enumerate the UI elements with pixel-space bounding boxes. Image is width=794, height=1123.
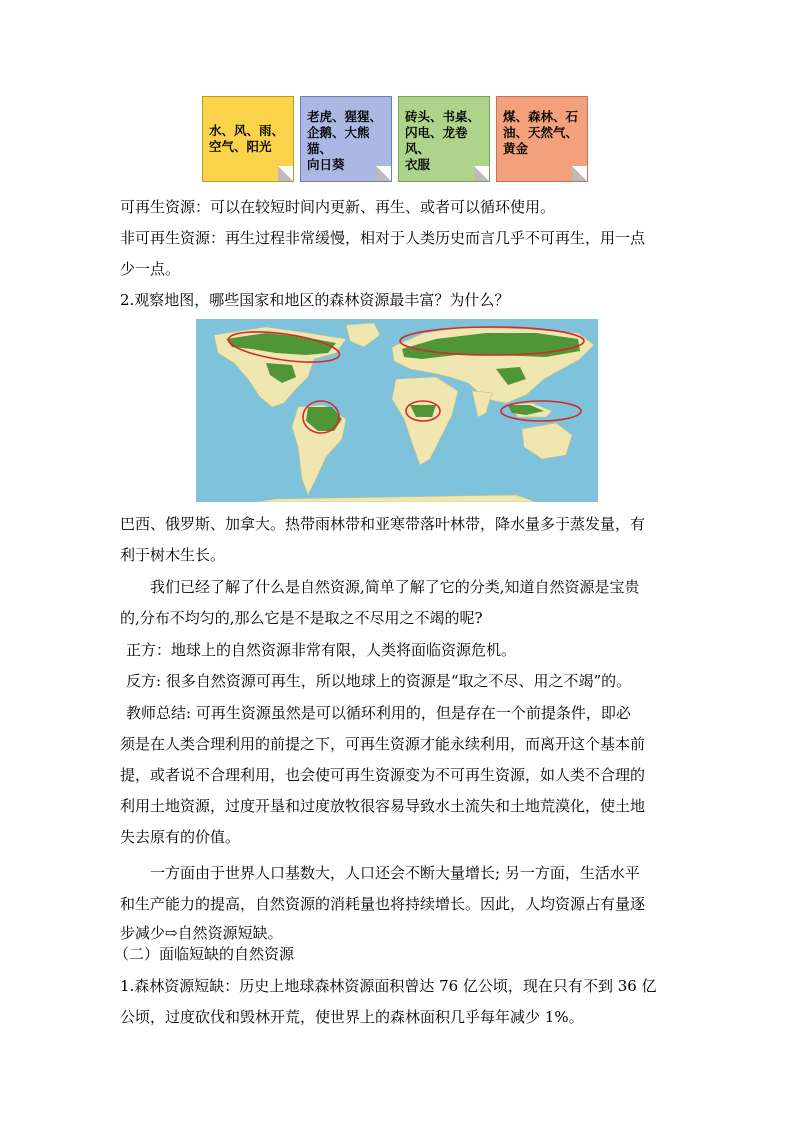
card-line: 向日葵 xyxy=(307,157,345,172)
teacher-summary-line-3: 提，或者说不合理利用，也会使可再生资源变为不可再生资源，如人类不合理的 xyxy=(120,766,646,784)
paragraph-2-line-3: 步减少⇨自然资源短缺。 xyxy=(120,924,283,942)
card-objects-phenomena xyxy=(398,96,490,182)
teacher-summary-line-1: 教师总结: 可再生资源虽然是可以循环利用的，但是存在一个前提条件，即必 xyxy=(126,704,631,722)
forest-shortage-line-2: 公顷，过度砍伐和毁林开荒，使世界上的森林面积几乎每年减少 1%。 xyxy=(120,1008,584,1026)
card-line: 黄金 xyxy=(503,141,529,156)
card-line: 闪电、龙卷风、 xyxy=(405,125,468,156)
card-line: 油、天然气、 xyxy=(503,125,579,140)
card-line: 衣服 xyxy=(405,157,431,172)
card-line: 水、风、雨、 xyxy=(209,123,285,138)
card-line: 煤、森林、石 xyxy=(503,109,579,124)
world-map-image xyxy=(196,319,598,502)
card-nonrenewable xyxy=(496,96,588,182)
folded-corner-icon xyxy=(572,166,588,182)
teacher-summary-line-4: 利用土地资源，过度开垦和过度放牧很容易导致水土流失和土地荒漠化，使土地 xyxy=(120,797,646,815)
card-line: 砖头、书桌、 xyxy=(405,109,481,124)
teacher-summary-line-2: 须是在人类合理利用的前提之下，可再生资源才能永续利用，而离开这个基本前 xyxy=(120,735,646,753)
folded-corner-icon xyxy=(376,166,392,182)
con-argument: 反方: 很多自然资源可再生，所以地球上的资源是“取之不尽、用之不竭”的。 xyxy=(126,672,632,690)
paragraph-1-line-1: 我们已经了解了什么是自然资源,简单了解了它的分类,知道自然资源是宝贵 xyxy=(150,578,640,596)
answer-line-1: 巴西、俄罗斯、加拿大。热带雨林带和亚寒带落叶林带，降水量多于蒸发量，有 xyxy=(120,515,646,533)
paragraph-1-line-2: 的,分布不均匀的,那么它是不是取之不尽用之不竭的呢? xyxy=(120,609,483,627)
card-line: 老虎、猩猩、 xyxy=(307,109,383,124)
teacher-summary-line-5: 失去原有的价值。 xyxy=(120,828,241,846)
nonrenewable-definition-line-1: 非可再生资源：再生过程非常缓慢，相对于人类历史而言几乎不可再生，用一点 xyxy=(120,229,646,247)
folded-corner-icon xyxy=(474,166,490,182)
nonrenewable-definition-line-2: 少一点。 xyxy=(120,260,181,278)
card-line: 空气、阳光 xyxy=(209,139,272,154)
card-line: 企鹅、大熊猫、 xyxy=(307,125,370,156)
folded-corner-icon xyxy=(278,166,294,182)
renewable-definition: 可再生资源：可以在较短时间内更新、再生、或者可以循环使用。 xyxy=(120,198,556,216)
card-living-things xyxy=(300,96,392,182)
section-heading: （二）面临短缺的自然资源 xyxy=(114,945,295,963)
world-forest-map xyxy=(196,319,598,502)
answer-line-2: 利于树木生长。 xyxy=(120,546,226,564)
forest-shortage-line-1: 1.森林资源短缺：历史上地球森林资源面积曾达 76 亿公顷，现在只有不到 36 亿 xyxy=(120,977,657,995)
card-renewable-natural xyxy=(202,96,294,182)
question-2: 2.观察地图，哪些国家和地区的森林资源最丰富？为什么？ xyxy=(120,291,510,309)
paragraph-2-line-1: 一方面由于世界人口基数大，人口还会不断大量增长; 另一方面，生活水平 xyxy=(150,864,640,882)
paragraph-2-line-2: 和生产能力的提高，自然资源的消耗量也将持续增长。因此，人均资源占有量逐 xyxy=(120,895,646,913)
pro-argument: 正方：地球上的自然资源非常有限，人类将面临资源危机。 xyxy=(126,641,517,659)
resource-cards xyxy=(202,96,594,186)
